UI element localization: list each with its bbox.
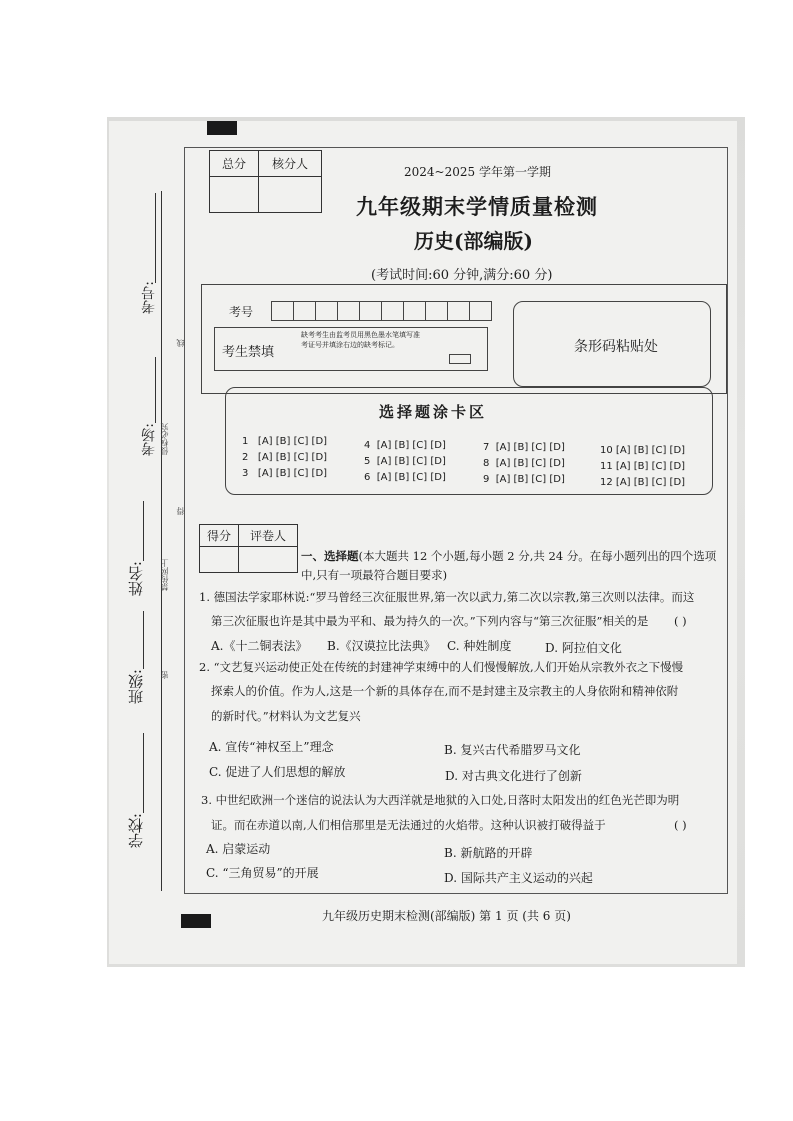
q1-choice-d[interactable]: D. 阿拉伯文化 — [545, 641, 622, 655]
subject-title: 历史(部编版) — [414, 229, 533, 253]
kaohao-label: 考号: — [141, 281, 157, 314]
answer-row-1[interactable]: 1 [A] [B] [C] [D] — [242, 436, 328, 447]
answer-row-10[interactable]: 10 [A] [B] [C] [D] — [600, 445, 686, 456]
grader-cell[interactable] — [239, 547, 298, 573]
answer-row-8[interactable]: 8 [A] [B] [C] [D] — [483, 458, 565, 469]
q3-answer-paren[interactable]: ( ) — [674, 818, 687, 832]
answer-sheet-title: 选择题涂卡区 — [379, 403, 488, 421]
exam-info: (考试时间:60 分钟,满分:60 分) — [371, 268, 553, 283]
checker-header: 核分人 — [259, 151, 322, 177]
kaochang-fill-line — [155, 357, 156, 423]
scanned-photo — [107, 117, 745, 967]
q3-line-2: 证。而在赤道以南,人们相信那里是无法通过的火焰带。这种认识被打破得益于 — [211, 818, 606, 832]
kaochang-label: 考场: — [141, 423, 157, 456]
q2-line-3: 的新时代。”材料认为文艺复兴 — [211, 709, 361, 723]
q1-choice-a[interactable]: A.《十二铜表法》 — [211, 639, 308, 653]
q3-line-1: 3. 中世纪欧洲一个迷信的说法认为大西洋就是地狱的入口处,日落时太阳发出的红色光芒即为明 — [201, 793, 680, 807]
kaohao-grid[interactable] — [271, 301, 491, 325]
class-fill-line — [143, 611, 144, 669]
grader-header: 评卷人 — [239, 525, 298, 547]
section-line-2: 中,只有一项最符合题目要求) — [301, 568, 448, 582]
q3-choice-c[interactable]: C. “三角贸易”的开展 — [206, 866, 319, 880]
answer-row-9[interactable]: 9 [A] [B] [C] [D] — [483, 474, 565, 485]
registration-mark-top — [207, 121, 237, 135]
answer-row-3[interactable]: 3 [A] [B] [C] [D] — [242, 468, 328, 479]
answer-row-12[interactable]: 12 [A] [B] [C] [D] — [600, 477, 686, 488]
checker-cell[interactable] — [259, 177, 322, 213]
q1-choice-c[interactable]: C. 种姓制度 — [447, 639, 512, 653]
answer-row-2[interactable]: 2 [A] [B] [C] [D] — [242, 452, 328, 463]
section-line-1: 一、选择题(本大题共 12 个小题,每小题 2 分,共 24 分。在每小题列出的四个选项 — [301, 549, 717, 563]
q2-choice-a[interactable]: A. 宣传“神权至上”理念 — [209, 740, 334, 754]
page-footer: 九年级历史期末检测(部编版) 第 1 页 (共 6 页) — [322, 909, 571, 923]
q2-choice-b[interactable]: B. 复兴古代希腊罗马文化 — [444, 743, 581, 757]
seal-mark-mi: 密 — [160, 671, 169, 679]
q1-line-2: 第三次征服也许是其中最为平和、最为持久的一次。”下列内容与“第三次征服”相关的是 — [211, 614, 649, 628]
binding-line — [161, 191, 162, 891]
class-label: 班级: — [127, 669, 145, 705]
seal-mark-de: 得 — [176, 507, 185, 515]
q3-choice-d[interactable]: D. 国际共产主义运动的兴起 — [444, 871, 593, 885]
registration-mark-bottom — [181, 914, 211, 928]
exam-paper — [109, 121, 737, 964]
answer-row-6[interactable]: 6 [A] [B] [C] [D] — [364, 472, 446, 483]
forbidden-label: 考生禁填 — [222, 345, 275, 360]
absent-mark-box[interactable] — [449, 354, 471, 364]
kaohao-fill-line — [155, 193, 156, 283]
total-score-header: 总分 — [210, 151, 259, 177]
q3-choice-b[interactable]: B. 新航路的开辟 — [444, 846, 533, 860]
q1-line-1: 1. 德国法学家耶林说:“罗马曾经三次征服世界,第一次以武力,第二次以宗教,第三次则以法律。而这 — [199, 590, 695, 604]
school-fill-line — [143, 733, 144, 813]
exam-title: 九年级期末学情质量检测 — [356, 194, 598, 219]
name-label: 姓名: — [127, 561, 145, 597]
score-table — [209, 150, 322, 213]
barcode-label: 条形码粘贴处 — [574, 339, 658, 355]
answer-row-4[interactable]: 4 [A] [B] [C] [D] — [364, 440, 446, 451]
q3-choice-a[interactable]: A. 启蒙运动 — [206, 842, 271, 856]
q2-line-2: 探索人的价值。作为人,这是一个新的具体存在,而不是封建主及宗教主的人身依附和精神依附 — [211, 684, 679, 698]
academic-year: 2024~2025 学年第一学期 — [404, 165, 551, 179]
name-fill-line — [143, 501, 144, 561]
answer-row-11[interactable]: 11 [A] [B] [C] [D] — [600, 461, 686, 472]
kaohao-title: 考号 — [229, 305, 254, 319]
q1-choice-b[interactable]: B.《汉谟拉比法典》 — [327, 639, 436, 653]
school-label: 学校: — [127, 813, 145, 849]
q2-line-1: 2. “文艺复兴运动使正处在传统的封建神学束缚中的人们慢慢解放,人们开始从宗教外衣之下慢慢 — [199, 660, 684, 674]
absent-note: 缺考考生由监考员用黑色墨水笔填写准考证号并填涂右边的缺考标记。 — [301, 331, 420, 349]
answer-row-5[interactable]: 5 [A] [B] [C] [D] — [364, 456, 446, 467]
q1-answer-paren[interactable]: ( ) — [674, 614, 687, 628]
q2-choice-d[interactable]: D. 对古典文化进行了创新 — [445, 769, 582, 783]
score-header: 得分 — [200, 525, 239, 547]
q2-choice-c[interactable]: C. 促进了人们思想的解放 — [209, 765, 346, 779]
copyright-note: 侵权必究 — [160, 423, 169, 455]
seal-mark-line: 线 — [176, 339, 185, 347]
no-upload-note: 禁传网上 — [160, 559, 169, 591]
score-cell[interactable] — [200, 547, 239, 573]
grader-table — [199, 524, 298, 573]
total-score-cell[interactable] — [210, 177, 259, 213]
answer-row-7[interactable]: 7 [A] [B] [C] [D] — [483, 442, 565, 453]
